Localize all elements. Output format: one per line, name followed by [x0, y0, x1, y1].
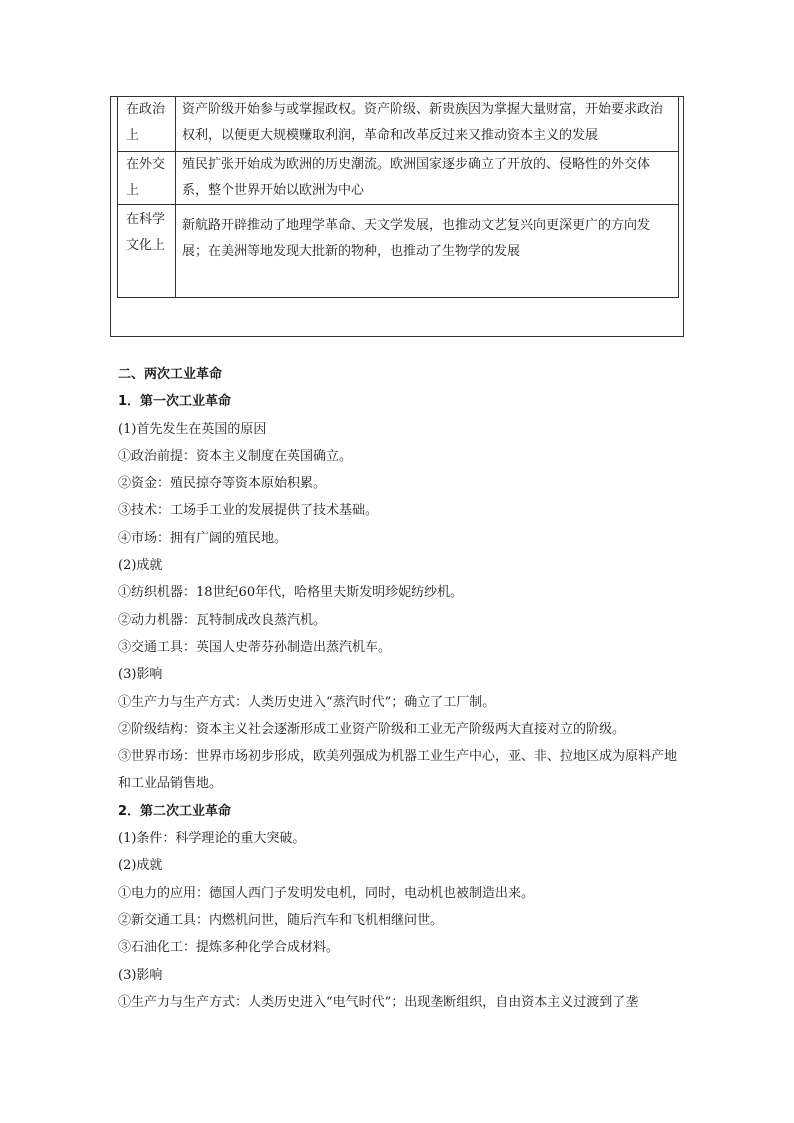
- section-title: 二、两次工业革命: [118, 367, 223, 382]
- subsection-title: (3)影响: [118, 667, 163, 683]
- subsection-title: (2)成就: [118, 858, 163, 874]
- list-item: ①电力的应用：德国人西门子发明发电机，同时，电动机也被制造出来。: [118, 885, 535, 901]
- list-item: ③技术：工场手工业的发展提供了技术基础。: [118, 503, 379, 519]
- table-row-label: 在科学文化上: [118, 205, 176, 298]
- subsection-title: (1)条件：科学理论的重大突破。: [118, 831, 306, 847]
- table-row-label: 在政治上: [118, 97, 176, 152]
- list-item: ②新交通工具：内燃机问世，随后汽车和飞机相继问世。: [118, 912, 444, 928]
- table-row-label: 在外交上: [118, 152, 176, 205]
- list-item: ③石油化工：提炼多种化学合成材料。: [118, 940, 340, 956]
- table-row-content: 新航路开辟推动了地理学革命、天文学发展，也推动文艺复兴向更深更广的方向发展；在美洲等地发现大批新的物种，也推动了生物学的发展: [176, 205, 679, 298]
- subsection-title: (1)首先发生在英国的原因: [118, 421, 267, 437]
- table-row: [118, 205, 679, 298]
- table-row-content: 资产阶级开始参与或掌握政权。资产阶级、新贵族因为掌握大量财富，开始要求政治权利，以便更大规模赚取利润，革命和改革反过来又推动资本主义的发展: [176, 97, 679, 152]
- list-item: ①纺织机器：18世纪60年代，哈格里夫斯发明珍妮纺纱机。: [118, 585, 464, 601]
- list-item: ①政治前提：资本主义制度在英国确立。: [118, 448, 353, 464]
- list-item: ③世界市场：世界市场初步形成，欧美列强成为机器工业生产中心，亚、非、拉地区成为原料产地和工业品销售地。: [118, 749, 678, 792]
- list-item: ②阶级结构：资本主义社会逐渐形成工业资产阶级和工业无产阶级两大直接对立的阶级。: [118, 721, 626, 737]
- subsection-title: (2)成就: [118, 558, 163, 574]
- list-item: ③交通工具：英国人史蒂芬孙制造出蒸汽机车。: [118, 639, 392, 655]
- list-item: ②动力机器：瓦特制成改良蒸汽机。: [118, 612, 327, 628]
- list-item: ④市场：拥有广阔的殖民地。: [118, 530, 288, 546]
- subsection-title: (3)影响: [118, 967, 163, 983]
- document-body: [118, 361, 680, 1016]
- summary-table-box: [110, 96, 684, 337]
- part-title: 1．第一次工业革命: [118, 394, 232, 410]
- table-row: [118, 152, 679, 205]
- list-item: ②资金：殖民掠夺等资本原始积累。: [118, 476, 327, 492]
- table-row-content: 殖民扩张开始成为欧洲的历史潮流。欧洲国家逐步确立了开放的、侵略性的外交体系，整个世界开始以欧洲为中心: [176, 152, 679, 205]
- list-item: ①生产力与生产方式：人类历史进入“蒸汽时代”；确立了工厂制。: [118, 694, 496, 710]
- table-row: [118, 97, 679, 152]
- summary-table: [117, 96, 679, 298]
- list-item: ①生产力与生产方式：人类历史进入“电气时代”；出现垄断组织，自由资本主义过渡到了垄: [118, 994, 639, 1010]
- part-title: 2．第二次工业革命: [118, 803, 232, 819]
